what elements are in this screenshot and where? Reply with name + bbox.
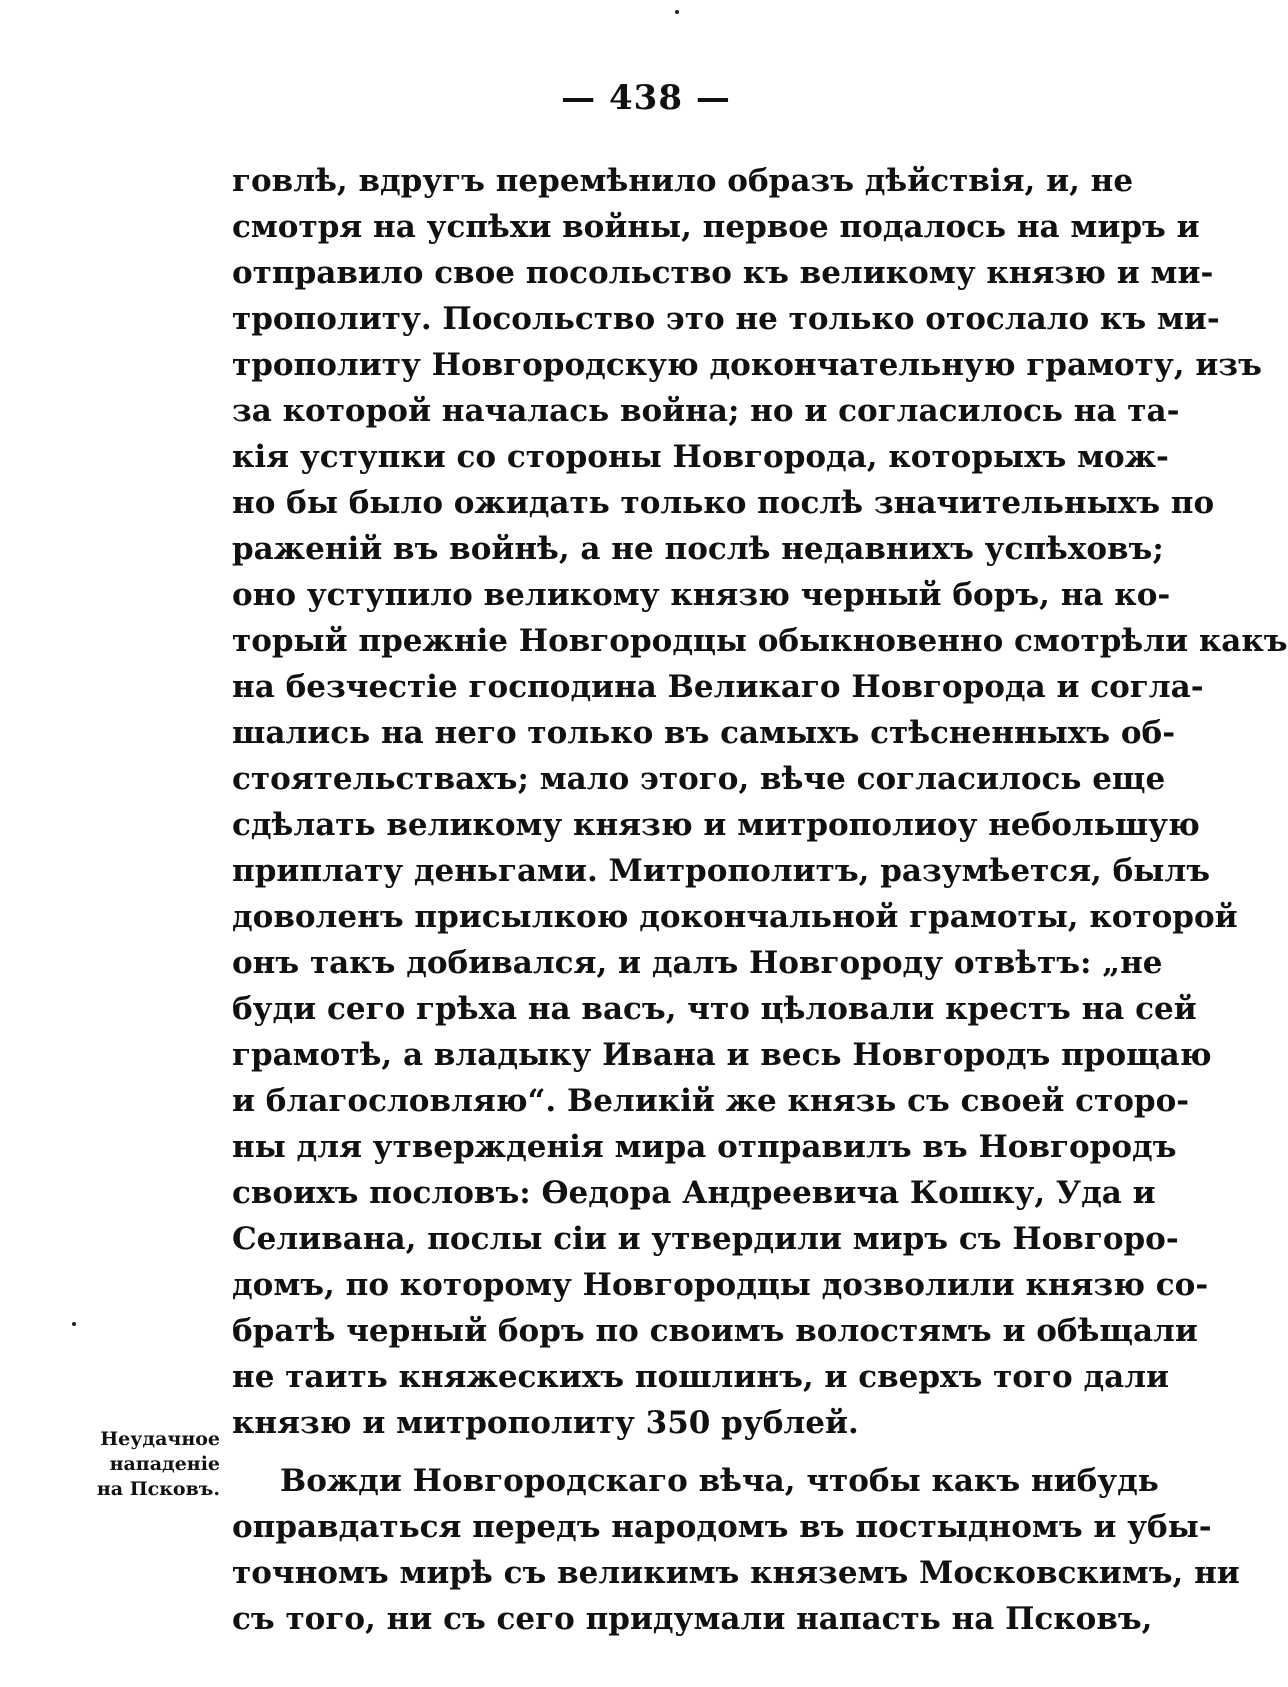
- text-line: отправило свое посольство къ великому князю и ми-: [232, 255, 1214, 291]
- margin-note-line: на Псковъ.: [96, 1478, 220, 1500]
- text-line: ны для утвержденія мира отправилъ въ Новгородъ: [232, 1129, 1177, 1165]
- margin-note: [90, 1427, 220, 1502]
- text-line: кія уступки со стороны Новгорода, которыхъ мож-: [232, 439, 1169, 475]
- print-speck-left: [72, 1322, 76, 1326]
- text-line: оправдаться передъ народомъ въ постыдномъ и убы-: [232, 1509, 1212, 1545]
- text-line: буди сего грѣха на васъ, что цѣловали крестъ на сей: [232, 991, 1197, 1027]
- text-line: смотря на успѣхи войны, первое подалось на миръ и: [232, 209, 1200, 245]
- text-line: братѣ черный боръ по своимъ волостямъ и обѣщали: [232, 1313, 1198, 1349]
- body-text: [232, 158, 1288, 1642]
- text-line: не таить княжескихъ пошлинъ, и сверхъ того дали: [232, 1359, 1170, 1395]
- text-line: домъ, по которому Новгородцы дозволили князю со-: [232, 1267, 1209, 1303]
- text-line: и благословляю“. Великій же князь съ своей сторо-: [232, 1083, 1190, 1119]
- text-line: приплату деньгами. Митрополитъ, разумѣется, былъ: [232, 853, 1210, 889]
- page-number: — 438 —: [561, 78, 731, 118]
- paragraph-2: [232, 1458, 1240, 1642]
- text-line: онъ такъ добивался, и далъ Новгороду отвѣтъ: „не: [232, 945, 1163, 981]
- text-line: своихъ пословъ: Өедора Андреевича Кошку, Уда и: [232, 1175, 1156, 1211]
- text-line: стоятельствахъ; мало этого, вѣче согласилось еще: [232, 761, 1166, 797]
- text-line: торый прежніе Новгородцы обыкновенно смотрѣли какъ: [232, 623, 1288, 659]
- text-line: князю и митрополиту 350 рублей.: [232, 1405, 859, 1441]
- text-line: шались на него только въ самыхъ стѣсненныхъ об-: [232, 715, 1176, 751]
- text-line: доволенъ присылкою докончальной грамоты, которой: [232, 899, 1238, 935]
- text-line: говлѣ, вдругъ перемѣнило образъ дѣйствія, и, не: [232, 163, 1134, 199]
- text-line: на безчестіе господина Великаго Новгорода и согла-: [232, 669, 1204, 705]
- text-line: Селивана, послы сіи и утвердили миръ съ Новгоро-: [232, 1221, 1179, 1257]
- print-speck-top: [675, 10, 679, 14]
- text-line: точномъ мирѣ съ великимъ княземъ Московскимъ, ни: [232, 1555, 1240, 1591]
- text-line: трополиту Новгородскую докончательную грамоту, изъ: [232, 347, 1262, 383]
- text-line: сдѣлать великому князю и митрополиоу небольшую: [232, 807, 1200, 843]
- margin-note-line: нападеніе: [109, 1453, 220, 1475]
- margin-note-line: Неудачное: [100, 1428, 220, 1450]
- text-line: Вожди Новгородскаго вѣча, чтобы какъ нибудь: [280, 1463, 1159, 1499]
- text-line: съ того, ни съ сего придумали напасть на Псковъ,: [232, 1601, 1153, 1637]
- paragraph-1: [232, 158, 1288, 1446]
- text-line: грамотѣ, а владыку Ивана и весь Новгородъ прощаю: [232, 1037, 1212, 1073]
- text-line: за которой началась война; но и согласилось на та-: [232, 393, 1180, 429]
- text-line: трополиту. Посольство это не только отослало къ ми-: [232, 301, 1220, 337]
- text-line: но бы было ожидать только послѣ значительныхъ по: [232, 485, 1215, 521]
- text-line: раженій въ войнѣ, а не послѣ недавнихъ успѣховъ;: [232, 531, 1164, 567]
- text-line: оно уступило великому князю черный боръ, на ко-: [232, 577, 1171, 613]
